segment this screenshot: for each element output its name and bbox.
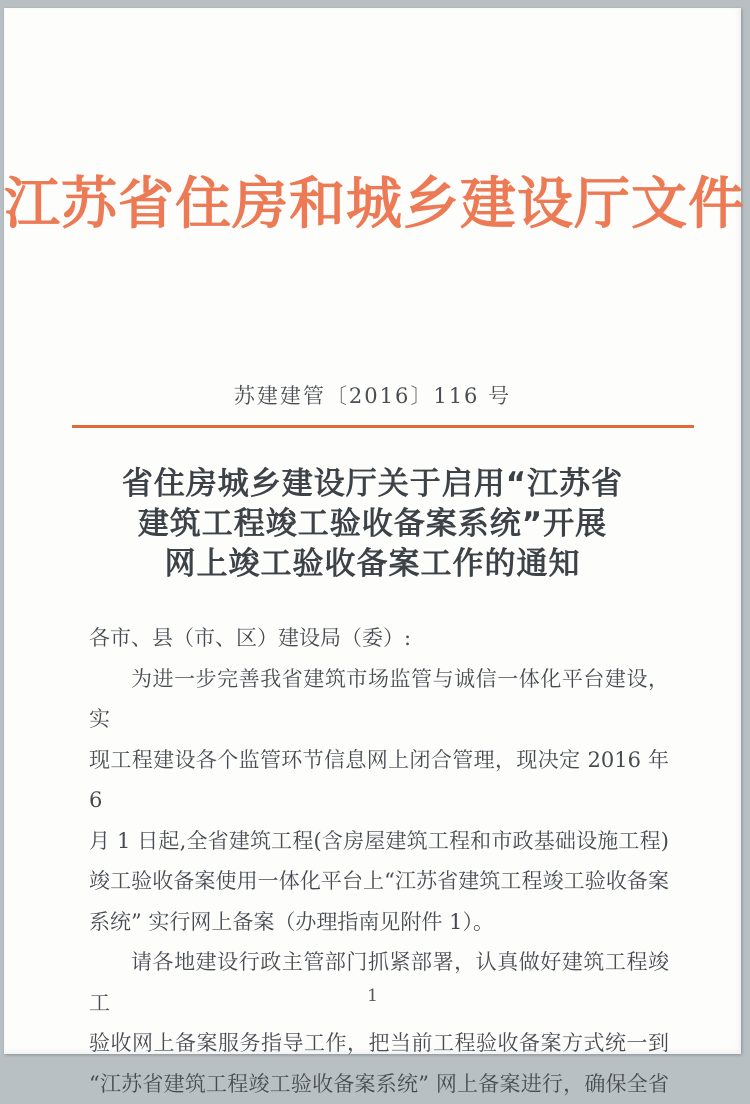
paragraph-line: 月 1 日起,全省建筑工程(含房屋建筑工程和市政基础设施工程): [89, 821, 669, 862]
paragraph-line: 现工程建设各个监管环节信息网上闭合管理，现决定 2016 年 6: [89, 740, 669, 821]
notice-body: [89, 618, 669, 1104]
paragraph-line: 验收网上备案服务指导工作，把当前工程验收备案方式统一到: [89, 1023, 669, 1064]
paper-sheet: [4, 8, 741, 1054]
paragraph-line: 请各地建设行政主管部门抓紧部署，认真做好建筑工程竣工: [89, 942, 669, 1023]
document-number: 苏建建管〔2016〕116 号: [4, 380, 741, 410]
notice-title-line: 省住房城乡建设厅关于启用“江苏省: [4, 464, 741, 504]
letterhead-red-rule: [72, 425, 694, 428]
letterhead-title: 江苏省住房和城乡建设厅文件: [4, 160, 741, 240]
paragraph-line: 竣工验收备案使用一体化平台上“江苏省建筑工程竣工验收备案: [89, 861, 669, 902]
paragraph-line: “江苏省建筑工程竣工验收备案系统” 网上备案进行，确保全省: [89, 1064, 669, 1104]
notice-title: [4, 464, 741, 584]
notice-title-line: 网上竣工验收备案工作的通知: [4, 544, 741, 584]
notice-title-line: 建筑工程竣工验收备案系统”开展: [4, 504, 741, 544]
page-number: 1: [4, 986, 741, 1006]
paragraph-line: 系统” 实行网上备案（办理指南见附件 1）。: [89, 902, 669, 943]
salutation: 各市、县（市、区）建设局（委）:: [89, 618, 669, 659]
paragraph-line: 为进一步完善我省建筑市场监管与诚信一体化平台建设，实: [89, 659, 669, 740]
